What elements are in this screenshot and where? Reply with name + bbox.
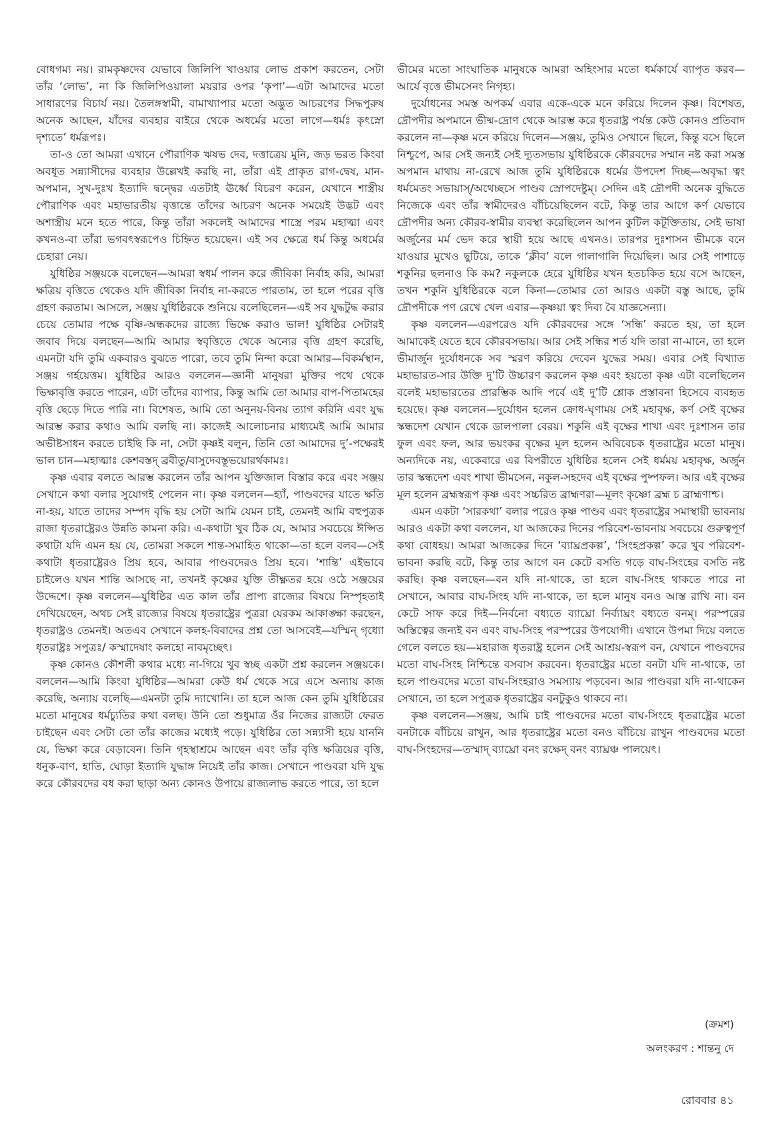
paragraph: তা-ও তো আমরা এখানে পৌরাণিক ঋষভ দেব, দত্তাত্রেয় মুনি, জড় ভরত কিংবা অবধূত সন্ন্যাসীদের ব্যবহার উল্লেখই করছি না, তাঁরা এই প্রাকৃত রাগ-দ্বেষ, মান-অপমান, সুখ-দুঃখ ইত্যাদি দ্বন্দ্বের এতটাই ঊর্ধ্বে বিচরণ করেন, যেখানে শাস্ত্রীয় পৌরাণিক এবং মহাভারতীয় বৃত্তান্তে তাঁদের আচরণ অনেক সময়েই উদ্ভট এবং অশাস্ত্রীয় মনে হতে পারে, কিন্তু তাঁরা সকলেই আমাদের শাস্ত্রে পরম মহাত্মা এবং কখনও-বা তাঁরা ভগবৎস্বরূপেও চিহ্নিত হয়েছেন। এই সব ক্ষেত্রে ধর্ম কিন্তু অধর্মের চেহারা নেয়। [36, 149, 384, 263]
paragraph: যুধিষ্ঠির সঞ্জয়কে বলেছেন—আমরা স্বধর্ম পালন করে জীবিকা নির্বাহ করি, আমরা ক্ষত্রিয় বৃত্তিতে থেকেও যদি জীবিকা নির্বাহ না-করতে পারতাম, তা হলে পরের বৃত্তি গ্রহণ করতাম। আসলে, সঞ্জয় যুধিষ্ঠিরকে শুনিয়ে বলেছিলেন—এই সব যুদ্ধটুদ্ধ করার চেয়ে তোমার পক্ষে বৃষ্ণি-অন্ধকদের রাজ্যে ভিক্ষে করাও ভাল! যুধিষ্ঠির সেটারই জবাব দিয়ে বলছেন—আমি আমার স্ববৃত্তিতে থেকে অন্যের বৃত্তি গ্রহণ করেছি, এমনটা যদি তুমি একবারও বুঝতে পারো, তবে তুমি নিন্দা করো আমার—বিকর্মস্থান, সঞ্জয় গর্হয়েত্তম। যুধিষ্ঠির আরও বললেন—জ্ঞানী মানুষরা মুক্তির পথে থেকে ভিক্ষাবৃত্তি করতে পারেন, এটা তাঁদের ব্যাপার, কিন্তু আমি তো আমার বাপ-পিতামহের বৃত্তি ছেড়ে দিতে পারি না। বিশেষত, আমি তো অনুনয়-বিনয় ত্যাগ করিনি এবং যুদ্ধ আরম্ভ করার কথাও আমি বলছি না। কাজেই আলোচনার মাধ্যমেই আমি আমার অভীষ্টসাধন করতে চাইছি কি না, সেটা কৃষ্ণই বলুন, তিনি তো আমাদের দু’-পক্ষেরই ভাল চান—মহাত্মাঃ কেশবস্তদ্ ব্রবীতু/বাসুদেবস্তূভয়োরর্থকামঃ। [36, 268, 384, 467]
paragraph: এমন একটা ‘সারকথা’ বলার পরেও কৃষ্ণ পাণ্ডব এবং ধৃতরাষ্ট্রের সমাস্থায়ী ভাবনায় আরও একটা কথা বললেন, যা আজকের দিনের পরিবেশ-ভাবনায় সবচেয়ে গুরুত্বপূর্ণ কথা বোধহয়। আমরা আজকের দিনে ‘ব্যাঘ্রপ্রকল্প’, ‘সিংহপ্রকল্প’ করে খুব পরিবেশ-ভাবনা করছি বটে, কিন্তু তার আগে বন কেটে বসতি গড়ে বাঘ-সিংহের বসতি নষ্ট করছি। কৃষ্ণ বলছেন—বন যদি না-থাকে, তা হলে বাঘ-সিংহ থাকতে পারে না সেখানে, আবার বাঘ-সিংহ যদি না-থাকে, তা হলে মানুষ বনও আস্ত রাখি না। বন কেটে সাফ করে দিই—নির্বনো বধ্যতে ব্যাঘ্রো নির্ব্যাঘ্রং বধ্যতে বনম্। পরস্পরের অস্তিত্বের জন্যই বন এবং বাঘ-সিংহ পরস্পরের উপযোগী। এখানে উপমা দিয়ে বলতে গেলে বলতে হয়—মহারাজ ধৃতরাষ্ট্র হলেন সেই আশ্রয়-স্বরূপ বন, যেখানে পাণ্ডবদের মতো বাঘ-সিংহ নিশ্চিন্তে বসবাস করবেন। ধৃতরাষ্ট্রের মতো বনটা যদি না-থাকে, তা হলে পাণ্ডবদের মতো বাঘ-সিংহরাও সমস্যায় পড়বেন। আর পাণ্ডবরা যদি না-থাকেন সেখানে, তা হলে সপুত্রক ধৃতরাষ্ট্রের বনটুকুও থাকবে না। [397, 506, 745, 705]
page-number: রোববার ৪১ [681, 1094, 734, 1107]
paragraph: কৃষ্ণ বললেন—সঞ্জয়, আমি চাই পাণ্ডবদের মতো বাঘ-সিংহে ধৃতরাষ্ট্রের মতো বনটাকে বাঁচিয়ে রাখুন, আর ধৃতরাষ্ট্রের মতো বনও বাঁচিয়ে রাখুন পাণ্ডবদের মতো বাঘ-সিংহদের—তস্মাদ্ ব্যাঘ্রো বনং রক্ষেদ্ বনং ব্যাঘ্রঞ্চ পালয়েৎ। [397, 710, 745, 756]
illustration-credit: অলংকরণ : শান্তনু দে [646, 1043, 734, 1055]
paragraph: বোধগম্য নয়। রামকৃষ্ণদেব যেভাবে জিলিপি খাওয়ার লোভ প্রকাশ করতেন, সেটা তাঁর ‘লোভ’, না কি জিলিপিওয়ালা ময়রার ওপর ‘কৃপা’—এটা আমাদের মতো সাধারণের বিচার্য নয়। তৈলঙ্গস্বামী, বামাখ্যাপার মতো অদ্ভুত আচরণের সিদ্ধপুরুষ অনেক আছেন, যাঁদের ব্যবহার বাইরে থেকে অধর্মের মতো লাগে—ধর্মঃ কৃৎস্নো দৃশ্যতে’ ধর্মরূপঃ। [36, 64, 384, 144]
paragraph: ভীমের মতো সাংঘাতিক মানুষকে আমরা অহিংসার মতো ধর্মকার্যে ব্যাপৃত করব—আর্যে বৃত্তে ভীমসেনং নিগৃহ্য। [397, 64, 745, 93]
paragraph: দুর্যোধনের সমস্ত অপকর্ম এবার একে-একে মনে করিয়ে দিলেন কৃষ্ণ। বিশেষত, দ্রৌপদীর অপমানে ভীষ্ম-দ্রোণ থেকে আরম্ভ করে ধৃতরাষ্ট্র পর্যন্ত কেউ কোনও প্রতিবাদ করলেন না—কৃষ্ণ মনে করিয়ে দিলেন—সঞ্জয়, তুমিও সেখানে ছিলে, কিন্তু বসে ছিলে নিশ্চুপে, আর সেই জন্যই সেই দ্যূতসভায় যুধিষ্ঠিরকে কৌরবদের সম্মান নষ্ট করা সমস্ত অপমান মাথায় না-রেখে আজ তুমি যুধিষ্ঠিরকে ধর্মের উপদেশ দিচ্ছ—অবৃদ্ধা ত্বং ধর্মমেতং সভায়াস্/অথেচ্ছসে পাণ্ডব স্রোপদেষ্টুম্। সেদিন এই দ্রৌপদী অনেক বুদ্ধিতে নিজেকে এবং তাঁর স্বামীদেরও বাঁচিয়েছিলেন বটে, কিন্তু তার আগে কর্ণ যেভাবে দ্রৌপদীর অন্য কৌরব-স্বামীর ব্যবস্থা করেছিলেন আপন কুটিল কটূক্তিতায়, সেই ভাষা অর্জুনের মর্ম ভেদ করে স্থায়ী হয়ে আছে এখনও। তারপর দুঃশাসন ভীমকে বনে যাওয়ার মুখেও ছুটিয়ে, তাকে ‘ক্লীব’ বলে গালাগালি দিয়েছিল। আর সেই পাশাড়ে শকুনির ছলনাও কি কম? নকুলকে হেরে যুধিষ্ঠির যখন হতচকিত হয়ে বসে আছেন, তখন শকুনি যুধিষ্ঠিরকে বলে কিনা—তোমার তো আরও একটা বস্তু আছে, তুমি দ্রৌপদীকে পণ রেখে খেল এবার—কৃষ্ণয়া ত্বং দিব্য বৈ যাজ্ঞসেন্যা। [397, 98, 745, 314]
continued-note: (ক্রমশ) [704, 1019, 734, 1031]
paragraph: কৃষ্ণ কোনও কৌশলী কথার মধ্যে না-গিয়ে খুব স্বচ্ছ একটা প্রশ্ন করলেন সঞ্জয়কে। বললেন—আমি কিংবা যুধিষ্ঠির—আমরা কেউ ধর্ম থেকে সরে এসে অন্যায় কাজ করেছি, অন্যায় বলেছি—এমনটা তুমি দ্যাখোনি। তা হলে আজ কেন তুমি যুধিষ্ঠিরের মতো মানুষের ধর্মচ্যুতির কথা বলছ। উনি তো শুধুমাত্র ওঁর নিজের রাজ্যটা ফেরত চাইছেন এবং সেটা তো তাঁর কাজের মধ্যেই পড়ে। যুধিষ্ঠির তো সন্ন্যাসী হয়ে যাননি যে, ভিক্ষা করে বেড়াবেন। তিনি গৃহস্থাশ্রমে আছেন এবং তাঁর বৃত্তি ক্ষত্রিয়ের বৃত্তি, ধনুক-বাণ, হাতি, ঘোড়া ইত্যাদি যুদ্ধাঙ্গ নিয়েই তাঁর কাজ। সেখানে পাণ্ডবরা যদি যুদ্ধ করে কৌরবদের বধ করা ছাড়া অন্য কোনও উপায়ে রাজ্যলাভ করতে পারে, তা হলে [36, 659, 384, 790]
left-column [36, 62, 384, 1122]
right-column [397, 62, 745, 1022]
paragraph: কৃষ্ণ বললেন—এরপরেও যদি কৌরবদের সঙ্গে ‘সন্ধি’ করতে হয়, তা হলে আমাকেই যেতে হবে কৌরবসভায়। আর সেই সন্ধির শর্ত যদি তারা না-মানে, তা হলে ভীমার্জুন দুর্যোধনকে সব স্মরণ করিয়ে দেবেন যুদ্ধের সময়। এবার সেই বিখ্যাত মহাভারত-সার উক্তি দু’টি উচ্চারণ করলেন কৃষ্ণ এবং হয়তো কৃষ্ণ এটা বলেছিলেন বলেই মহাভারতের প্রারম্ভিক আদি পর্বে এই দু’টি শ্লোক প্রস্তাবনা হিসেবে ব্যবহৃত হয়েছে। কৃষ্ণ বললেন—দুর্যোধন হলেন ক্রোধ-ঘৃণাময় সেই মহাবৃক্ষ, কর্ণ সেই বৃক্ষের স্কন্ধদেশ যেখান থেকে ডালপালা বেরয়। শকুনি এই বৃক্ষের শাখা এবং দুঃশাসন তার ফুল এবং ফল, আর ভয়ংকর বৃক্ষের মূল হলেন অবিবেচক ধৃতরাষ্ট্রের মতো মানুষ। অন্যদিকে নয়, একেবারে এর বিপরীতে যুধিষ্ঠির হলেন সেই ধর্মময় মহাবৃক্ষ, অর্জুন তার স্কন্ধদেশ এবং শাখা ভীমসেন, নকুল-সহদেব এই বৃক্ষের পুষ্পফল। আর এই বৃক্ষের মূল হলেন ব্রহ্মস্বরূপ কৃষ্ণ এবং সচ্চরিত ব্রাহ্মণরা—মূলং কৃষ্ণো ব্রহ্ম চ ব্রাহ্মণাশ্চ। [397, 319, 745, 501]
paragraph: কৃষ্ণ এবার বলতে আরম্ভ করলেন তাঁর আপন যুক্তিজাল বিস্তার করে এবং সঞ্জয় সেখানে কথা বলার সুযোগই পেলেন না। কৃষ্ণ বললেন—হ্যাঁ, পাণ্ডবদের যাতে ক্ষতি না-হয়, যাতে তাদের সম্পদ বৃদ্ধি হয় সেটা আমি যেমন চাই, তেমনই আমি বহুপুত্রক রাজা ধৃতরাষ্ট্রেরও উন্নতি কামনা করি। এ-কথাটা খুব ঠিক যে, আমার সবচেয়ে ঈপ্সিত কথাটা যদি এমন হয় যে, তোমরা সকলে শান্ত-সমাহিত থাকো—তা হলে বলব—সেই কথাটা ধৃতরাষ্ট্রেরও প্রিয় হবে, আবার পাণ্ডবদেরও প্রিয় হবে। ‘শান্তি’ এইভাবে চাইলেও যখন শান্তি আসছে না, তখনই কৃষ্ণের যুক্তি তীক্ষ্ণতর হয়ে ওঠে সঞ্জয়ের উদ্দেশে। কৃষ্ণ বললেন—যুধিষ্ঠির এত কাল তাঁর প্রাপ্য রাজ্যের বিষয়ে নিস্পৃহতাই দেখিয়েছেন, অথচ সেই রাজ্যের বিষয়ে ধৃতরাষ্ট্রের পুত্ররা যেরকম আকাঙ্ক্ষা করছেন, ধৃতরাষ্ট্রও তেমনই। অতএব সেখানে কলহ-বিবাদের প্রশ্ন তো আসবেই—যস্মিন্ গৃধ্যো ধৃতরাষ্ট্রঃ সপুত্রঃ/ কস্মাদেষাং কলহো নাবমৃচ্ছেৎ। [36, 472, 384, 654]
